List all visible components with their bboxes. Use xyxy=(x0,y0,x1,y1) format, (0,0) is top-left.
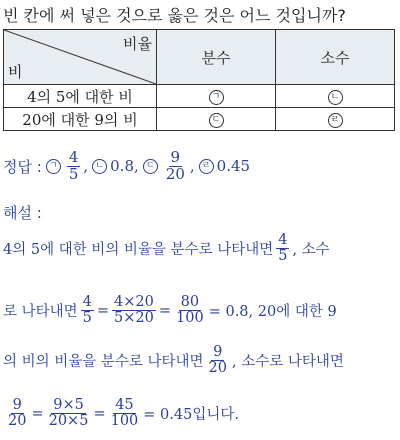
cell-b xyxy=(276,85,395,108)
solution-title: 해설 : xyxy=(3,204,42,222)
header-fraction: 분수 xyxy=(157,30,276,85)
cell-a xyxy=(157,85,276,108)
row1-label: 4의 5에 대한 비 xyxy=(4,85,157,108)
sol1-frac: $\frac{4}{5}$ xyxy=(278,232,288,265)
mark-a: ㄱ xyxy=(209,90,224,105)
solution-line-3: 의 비의 비율을 분수로 나타내면 $\frac{9}{20}$ , 소수로 나타내면 xyxy=(3,344,344,377)
answer-mark-d: ㄹ xyxy=(199,159,214,174)
answer-value-b: 0.8 xyxy=(110,157,134,176)
answer-mark-c: ㄷ xyxy=(143,159,158,174)
solution-line-1: 4의 5에 대한 비의 비율을 분수로 나타내면 $\frac{4}{5}$ , 소수 xyxy=(3,232,330,265)
cell-d xyxy=(276,108,395,131)
answer-value-d: 0.45 xyxy=(216,157,251,176)
row2-label: 20에 대한 9의 비 xyxy=(4,108,157,131)
answer-mark-a: ㄱ xyxy=(46,159,61,174)
header-ratio-row-label: 비 xyxy=(8,63,23,81)
question-text: 빈 칸에 써 넣은 것으로 옳은 것은 어느 것입니까? xyxy=(3,6,346,25)
solution-line-2: 로 나타내면 $\frac{4}{5}$ = $\frac{4\times 20}{5\times 20}$ = $\frac{80}{100}$ = 0.8, 20에 대한 9 xyxy=(3,294,337,327)
mark-b: ㄴ xyxy=(328,90,343,105)
cell-c xyxy=(157,108,276,131)
answer-line: 정답 : ㄱ $\frac{4}{5}$ , ㄴ 0.8 , ㄷ $\frac{9}{20}$ , ㄹ 0.45 xyxy=(3,148,251,183)
mark-d: ㄹ xyxy=(328,113,343,128)
diagonal-header-cell xyxy=(4,30,157,85)
answer-frac-c: $\frac{9}{20}$ xyxy=(165,148,185,183)
header-decimal: 소수 xyxy=(276,30,395,85)
answer-frac-a: $\frac{4}{5}$ xyxy=(68,148,79,183)
ratio-table xyxy=(3,29,395,131)
header-ratio-label: 비율 xyxy=(123,35,152,53)
answer-mark-b: ㄴ xyxy=(92,159,107,174)
solution-line-4: $\frac{9}{20}$ = $\frac{9\times 5}{20\times 5}$ = $\frac{45}{100}$ = 0.45입니다. xyxy=(8,397,239,430)
mark-c: ㄷ xyxy=(209,113,224,128)
answer-label: 정답 : xyxy=(3,157,42,176)
